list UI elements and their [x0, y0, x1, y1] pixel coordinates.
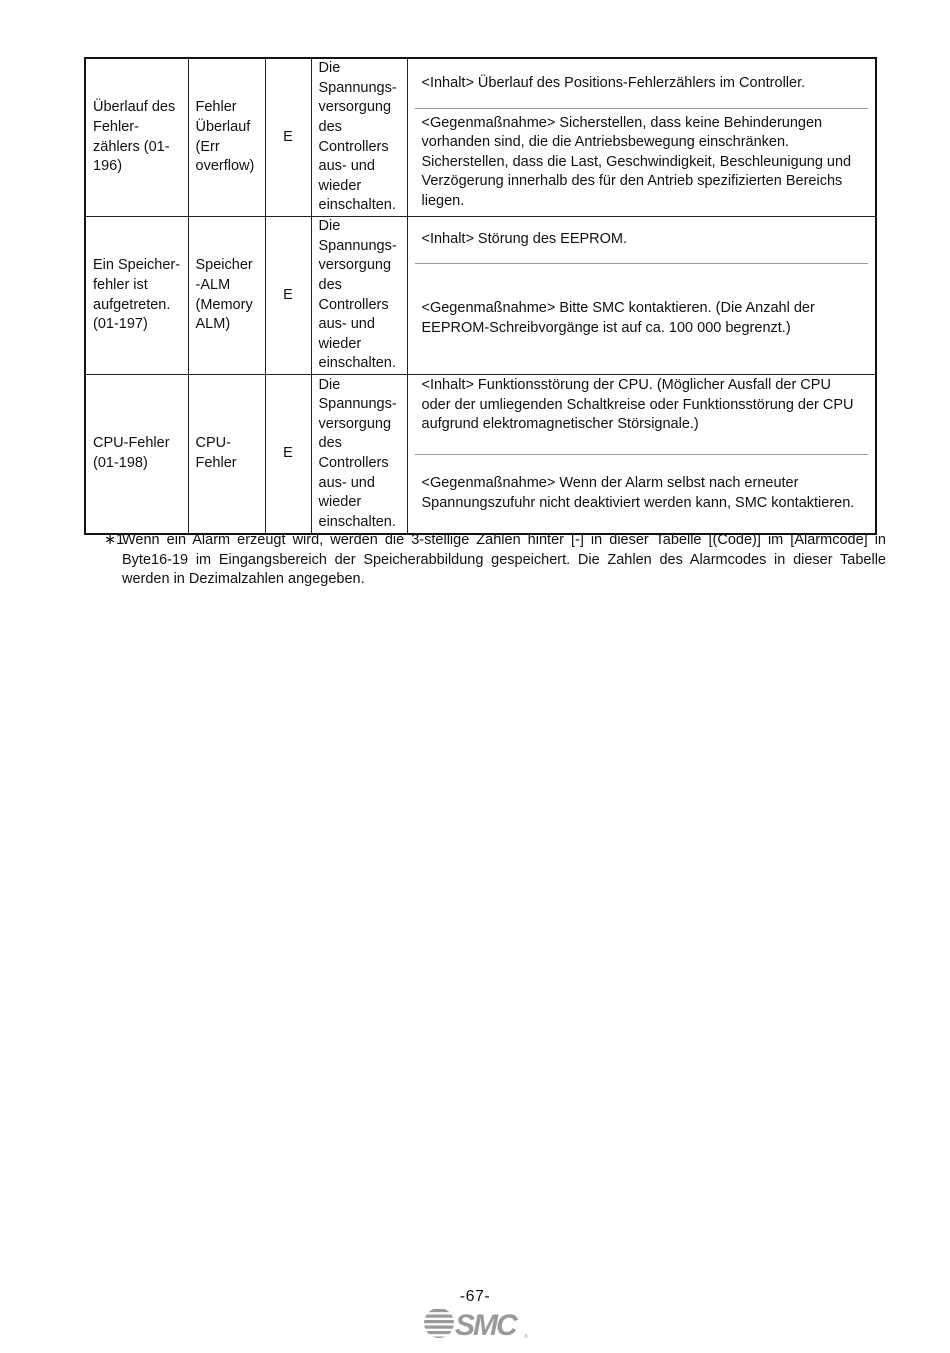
svg-text:®: ®: [524, 1334, 528, 1340]
page-number: -67-: [459, 1288, 491, 1305]
gegenmassnahme-text: <Gegenmaßnahme> Bitte SMC kontaktieren. (Die Anzahl der EEPROM-Schreibvorgänge ist auf ca. 100 000 begrenzt.): [421, 300, 815, 336]
reset-action-cell: Die Spannungs-versorgung des Controllers aus- und wieder einschalten.: [311, 375, 407, 535]
alarm-group-cell: E: [265, 375, 311, 535]
alarm-group-cell: E: [265, 217, 311, 375]
footnote: [104, 531, 886, 590]
alarm-name-cell: Ein Speicher-fehler ist aufgetreten. (01-197): [85, 217, 188, 375]
alarm-label-cell: CPU-Fehler: [188, 375, 265, 535]
logo-text: SMC: [455, 1309, 516, 1341]
gegenmassnahme-text: <Gegenmaßnahme> Wenn der Alarm selbst nach erneuter Spannungszufuhr nicht deaktiviert werden kann, SMC kontaktieren.: [421, 475, 855, 511]
table-row: [85, 217, 876, 375]
alarm-name-cell: Überlauf des Fehler-zählers (01-196): [85, 58, 188, 217]
reset-action-cell: Die Spannungs-versorgung des Controllers aus- und wieder einschalten.: [311, 217, 407, 375]
alarm-label-cell: Fehler Überlauf (Err overflow): [188, 58, 265, 217]
alarm-table: [84, 57, 877, 535]
inhalt-text: <Inhalt> Überlauf des Positions-Fehlerzählers im Controller.: [415, 59, 869, 109]
alarm-name-cell: CPU-Fehler (01-198): [85, 375, 188, 535]
reset-action-cell: Die Spannungs-versorgung des Controllers aus- und wieder einschalten.: [311, 58, 407, 217]
details-cell: [407, 58, 876, 217]
smc-logo-icon: [420, 1305, 532, 1341]
inhalt-text: <Inhalt> Störung des EEPROM.: [415, 217, 869, 264]
alarm-group-cell: E: [265, 58, 311, 217]
details-cell: [407, 375, 876, 535]
footnote-mark: ∗1: [104, 532, 125, 548]
table-row: [85, 375, 876, 535]
table-row: [85, 58, 876, 217]
alarm-label-cell: Speicher -ALM (Memory ALM): [188, 217, 265, 375]
footnote-text: Wenn ein Alarm erzeugt wird, werden die 3-stellige Zahlen hinter [-] in dieser Tabelle [(Code)] im [Alarmcode] in Byte16-19 im Eingangsbereich der Speicherabbildung gespeichert. Die Zahlen des Alarmcodes in dieser Tabelle werden in Dezimalzahlen angegeben.: [122, 532, 886, 588]
gegenmassnahme-text: <Gegenmaßnahme> Sicherstellen, dass keine Behinderungen vorhanden sind, die die Antriebsbewegung einschränken. Sicherstellen, dass die Last, Geschwindigkeit, Beschleunigung und Verzögerung innerhalb des für den Antrieb spezifizierten Bereichs liegen.: [421, 114, 852, 209]
inhalt-text: <Inhalt> Funktionsstörung der CPU. (Möglicher Ausfall der CPU oder der umliegenden Schaltkreise oder Funktionsstörung der CPU aufgrund elektromagnetischer Störsignale.): [415, 375, 869, 455]
details-cell: [407, 217, 876, 375]
